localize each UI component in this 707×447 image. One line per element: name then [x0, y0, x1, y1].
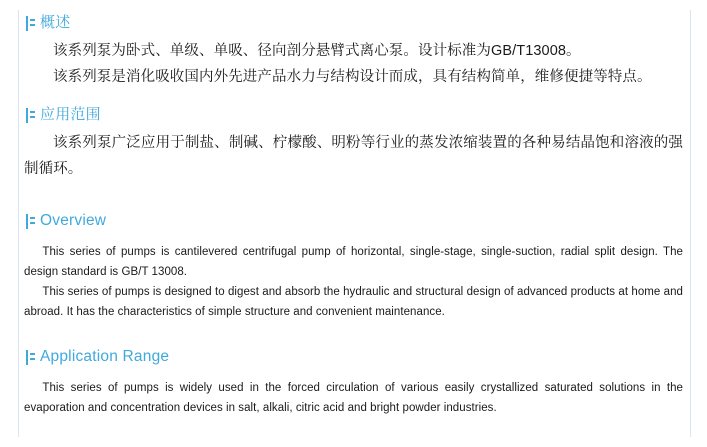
heading-label: 应用范围	[40, 106, 101, 123]
spacer	[24, 92, 683, 106]
spacer	[24, 184, 683, 212]
heading-application-range-en	[24, 348, 683, 366]
heading-overview-cn	[24, 14, 683, 32]
heading-label: 概述	[40, 14, 71, 31]
heading-bullet-icon	[24, 107, 36, 124]
paragraph: This series of pumps is widely used in the forced circulation of various easily crystallized saturated solutions in the evaporation and concentration devices in salt, alkali, citric acid and bright powder industries.	[24, 382, 683, 414]
section-overview-cn	[24, 14, 683, 90]
heading-label: Application Range	[40, 348, 170, 365]
heading-bullet-icon	[24, 349, 36, 366]
right-margin-rule	[690, 10, 691, 437]
heading-bullet-icon	[24, 213, 36, 230]
heading-overview-en	[24, 212, 683, 230]
paragraph: 该系列泵是消化吸收国内外先进产品水力与结构设计而成，具有结构简单，维修便捷等特点。	[53, 69, 652, 85]
paragraph: This series of pumps is designed to digest and absorb the hydraulic and structural design of advanced products at home and abroad. It has the characteristics of simple structure and convenient maintenance.	[24, 286, 683, 318]
heading-label: Overview	[40, 212, 107, 229]
heading-application-range-cn	[24, 106, 683, 124]
paragraph: This series of pumps is cantilevered centrifugal pump of horizontal, single-stage, single-suction, radial split design. The design standard is GB/T 13008.	[24, 246, 683, 278]
section-application-range-cn	[24, 106, 683, 182]
paragraph: 该系列泵为卧式、单级、单吸、径向剖分悬臂式离心泵。设计标准为GB/T13008。	[53, 43, 581, 59]
heading-bullet-icon	[24, 15, 36, 32]
section-application-range-en	[24, 348, 683, 418]
paragraph: 该系列泵广泛应用于制盐、制碱、柠檬酸、明粉等行业的蒸发浓缩装置的各种易结晶饱和溶液的强制循环。	[24, 135, 683, 177]
left-margin-rule	[18, 10, 19, 437]
section-overview-en	[24, 212, 683, 322]
spacer	[24, 322, 683, 348]
